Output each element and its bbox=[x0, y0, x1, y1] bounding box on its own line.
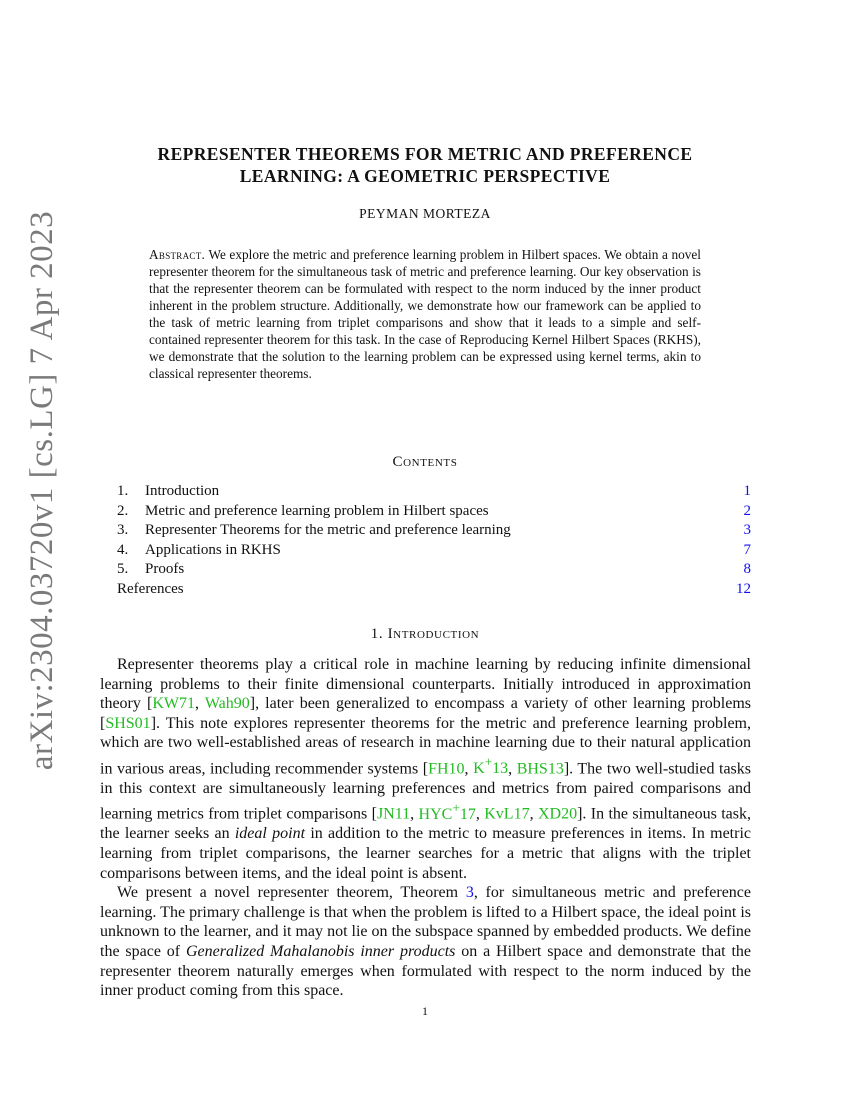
citation-link[interactable]: XD20 bbox=[537, 805, 578, 823]
citation-link[interactable]: KvL17 bbox=[484, 805, 530, 823]
citation-link[interactable]: Wah90 bbox=[204, 695, 250, 713]
toc-row[interactable] bbox=[117, 541, 751, 561]
author-name: PEYMAN MORTEZA bbox=[359, 206, 491, 221]
text-run: ], later been generalized to encompass a variety of other learning problems [ bbox=[100, 695, 752, 732]
citation-part: 17 bbox=[459, 805, 476, 823]
citation-link[interactable]: FH10 bbox=[428, 760, 465, 778]
text-run: We present a novel representer theorem, Theorem bbox=[117, 884, 466, 902]
toc-label: Applications in RKHS bbox=[145, 541, 281, 558]
toc-page-link[interactable]: 12 bbox=[736, 580, 751, 597]
theorem-reference-link[interactable]: 3 bbox=[465, 884, 474, 902]
citation-link[interactable]: KW71 bbox=[152, 695, 195, 713]
section-body bbox=[100, 655, 751, 1001]
toc-page-link[interactable]: 3 bbox=[743, 522, 751, 538]
title-line-1: REPRESENTER THEOREMS FOR METRIC AND PREFERENCE bbox=[157, 144, 693, 164]
section-title: Introduction bbox=[387, 626, 480, 642]
arxiv-identifier-stamp bbox=[8, 210, 78, 770]
text-run: , bbox=[508, 760, 517, 778]
contents-heading: Contents bbox=[392, 454, 458, 470]
paragraph bbox=[100, 883, 751, 1001]
abstract-label: Abstract. bbox=[149, 247, 206, 262]
text-run: ]. The two well-studied tasks in this context are simultaneously learning preferences and metrics from paired comparisons and learning metrics from triplet comparisons [ bbox=[100, 760, 752, 823]
toc-page-link[interactable]: 8 bbox=[743, 561, 751, 577]
paragraph bbox=[100, 655, 751, 883]
abstract bbox=[149, 246, 701, 382]
toc-row-references[interactable] bbox=[117, 580, 751, 600]
text-run: , bbox=[529, 805, 538, 823]
arxiv-identifier-text: arXiv:2304.03720v1 [cs.LG] 7 Apr 2023 bbox=[24, 210, 61, 770]
toc-page-link[interactable]: 1 bbox=[743, 483, 751, 499]
toc-label: Metric and preference learning problem in Hilbert spaces bbox=[145, 502, 489, 519]
toc-number: 4. bbox=[117, 541, 129, 558]
toc-number: 1. bbox=[117, 483, 129, 499]
citation-part: HYC bbox=[418, 805, 453, 823]
toc-label: References bbox=[117, 580, 184, 597]
citation-link[interactable]: BHS13 bbox=[516, 760, 564, 778]
title-line-2: LEARNING: A GEOMETRIC PERSPECTIVE bbox=[239, 166, 611, 186]
text-run: , bbox=[464, 760, 474, 778]
section-number: 1. bbox=[370, 626, 384, 642]
text-run: , bbox=[475, 805, 485, 823]
text-run: on a Hilbert space and demonstrate that the representer theorem naturally emerges when formulated with respect to the norm induced by the inner product coming from this space. bbox=[100, 942, 752, 1000]
citation-link[interactable]: SHS01 bbox=[105, 714, 151, 732]
toc-row[interactable] bbox=[117, 502, 751, 522]
toc-number: 5. bbox=[117, 561, 129, 577]
toc-label: Proofs bbox=[145, 561, 185, 577]
toc-row[interactable] bbox=[117, 521, 751, 541]
citation-link[interactable] bbox=[473, 754, 509, 778]
citation-link[interactable]: JN11 bbox=[376, 805, 411, 823]
toc-number: 3. bbox=[117, 522, 129, 538]
table-of-contents bbox=[117, 482, 751, 599]
toc-label: Representer Theorems for the metric and preference learning bbox=[145, 522, 511, 538]
citation-superscript: + bbox=[484, 754, 493, 770]
text-run: , for simultaneous metric and preference learning. The primary challenge is that when the problem is lifted to a Hilbert space, the ideal point is unknown to the learner, and it may not lie on the subspace spanned by embedded products. We define the space of bbox=[100, 884, 751, 960]
page-number: 1 bbox=[422, 1004, 428, 1018]
toc-label: Introduction bbox=[145, 483, 220, 499]
toc-page-link[interactable]: 7 bbox=[743, 541, 751, 558]
toc-page-link[interactable]: 2 bbox=[743, 502, 751, 519]
text-run: ]. This note explores representer theorems for the metric and preference learning problem, which are two well-established areas of research in machine learning due to their natural application in various areas, including recommender systems [ bbox=[100, 714, 751, 778]
citation-part: 13 bbox=[492, 760, 509, 778]
toc-number: 2. bbox=[117, 502, 129, 519]
paper-title bbox=[100, 143, 750, 187]
text-run: ]. In the simultaneous task, the learner seeks an bbox=[100, 805, 752, 843]
toc-row[interactable] bbox=[117, 482, 751, 502]
section-heading bbox=[100, 626, 750, 643]
citation-link[interactable] bbox=[418, 800, 476, 823]
abstract-text: We explore the metric and preference learning problem in Hilbert spaces. We obtain a novel representer theorem for the simultaneous task of metric and preference learning. Our key observation is that the representer theorem can be formulated with respect to the norm induced by the inner product inherent in the problem structure. Additionally, we demonstrate how our framework can be applied to the task of metric learning from triplet comparisons and show that it leads to a simple and self-contained representer theorem for this task. In the case of Reproducing Kernel Hilbert Spaces (RKHS), we demonstrate that the solution to the learning problem can be expressed using kernel terms, akin to classical representer theorems. bbox=[149, 247, 701, 381]
toc-row[interactable] bbox=[117, 560, 751, 580]
text-run: , bbox=[194, 695, 205, 713]
citation-part: K bbox=[473, 760, 485, 778]
emphasis: Generalized Mahalanobis inner products bbox=[185, 942, 456, 960]
text-run: in addition to the metric to measure preferences in items. In metric learning from triplet comparisons, the learner searches for a metric that aligns with the triplet comparisons between items, and the ideal point is absent. bbox=[100, 825, 751, 882]
text-run: , bbox=[410, 805, 419, 823]
text-run: Representer theorems play a critical role in machine learning by reducing infinite dimensional learning problems to their finite dimensional counterparts. Initially introduced in approximation theory [ bbox=[100, 656, 751, 713]
citation-superscript: + bbox=[452, 800, 460, 816]
emphasis: ideal point bbox=[234, 825, 306, 843]
